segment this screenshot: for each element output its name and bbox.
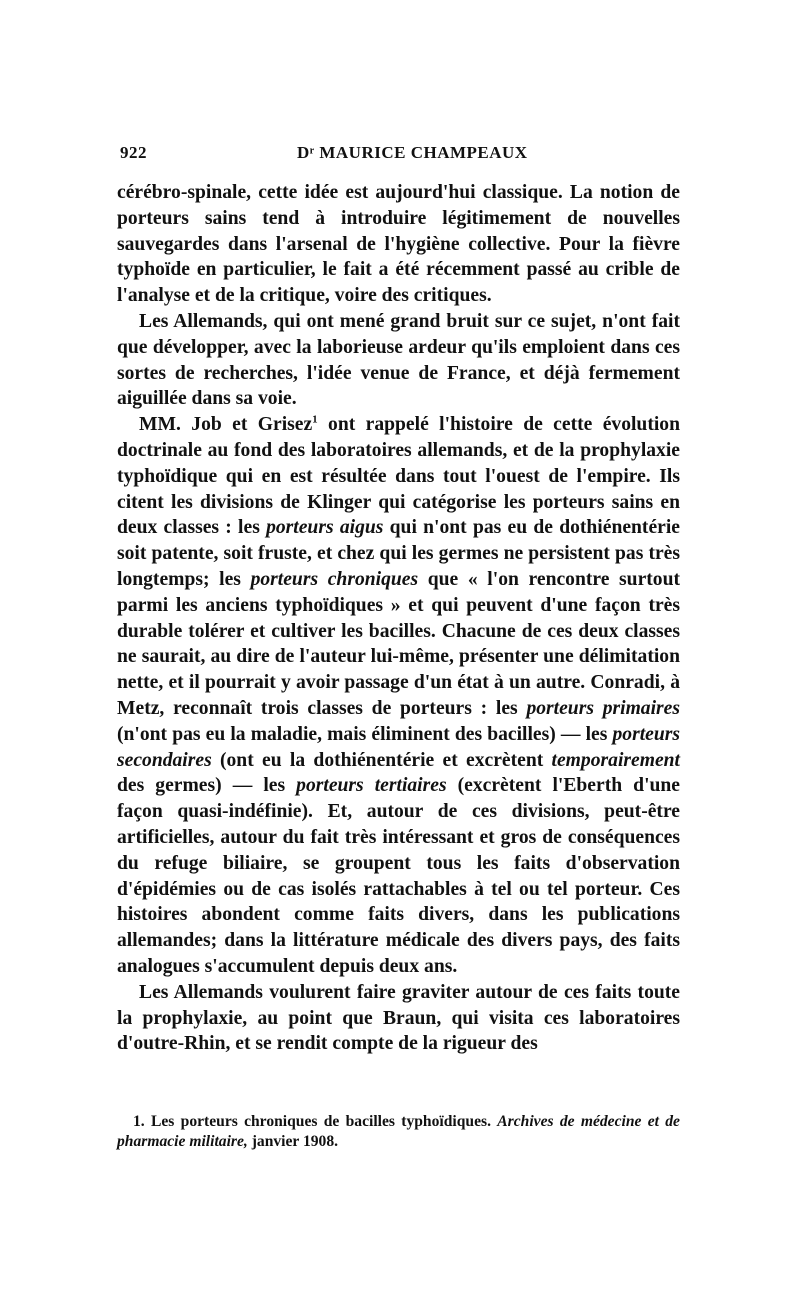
page-header [120,143,680,169]
text-span: cérébro-spinale, cette idée est aujourd'hui classique. La notion de porteurs sains tend à introduire légitimement de nouvelles sauvegardes dans l'arsenal de l'hygiène collective. Pour la fièvre typhoïde en particulier, le fait a été récemment passé au crible de l'analyse et de la critique, voire des critiques. [117,182,680,307]
text-span: Les Allemands voulurent faire graviter autour de ces faits toute la prophylaxie, au point que Braun, qui visita ces laboratoires d'outre-Rhin, et se rendit compte de la rigueur des [117,981,680,1055]
text-span: des germes) — les [117,775,297,797]
italic-span: temporairement [551,749,680,771]
paragraph [117,980,680,1057]
italic-span: porteurs secondaires [117,723,680,771]
italic-span: porteurs chroniques [250,568,419,590]
paragraph [117,180,680,309]
text-span: (excrètent l'Eberth d'une façon quasi-indéfinie). Et, autour de ces divisions, peut-être artificielles, autour du fait très intéressant et gros de conséquences du refuge biliaire, se groupent tous les faits d'observation d'épidémies ou de cas isolés rattachables à tel ou tel porteur. Ces histoires abondent comme faits divers, dans les publications allemandes; dans la littérature médicale des divers pays, des faits analogues s'accumulent depuis deux ans. [117,775,681,977]
footnote-marker: 1 [312,413,318,426]
text-span: qui n'ont pas eu de dothiénentérie soit patente, soit fruste, et chez qui les germes ne persistent pas très longtemps; les [117,517,680,590]
italic-span: porteurs primaires [526,697,680,719]
text-span: ont rappelé l'histoire de cette évolution doctrinale au fond des laboratoires allemands, et de la prophylaxie typhoïdique qui en est résultée dans tout l'ouest de l'empire. Ils citent les divisions de Klinger qui catégorise les porteurs sains en deux classes : les [117,414,680,539]
body-text [117,180,680,1057]
paragraph [117,309,680,412]
italic-span: Archives de médecine et de pharmacie militaire, [117,1113,680,1150]
paragraph [117,412,680,980]
italic-span: porteurs aigus [266,517,384,539]
text-span: MM. Job et Grisez [139,414,313,436]
footnote [117,1112,680,1152]
text-span: janvier 1908. [247,1133,339,1150]
italic-span: porteurs tertiaires [296,775,447,797]
text-span: Les Allemands, qui ont mené grand bruit sur ce sujet, n'ont fait que développer, avec la laborieuse ardeur qu'ils emploient dans ces sortes de recherches, l'idée venue de France, et déjà fermement aiguillée dans sa voie. [117,310,680,410]
page-number: 922 [120,143,147,162]
text-span: (ont eu la dothiénentérie et excrètent [211,749,552,771]
text-span: que « l'on rencontre surtout parmi les anciens typhoïdiques » et qui peuvent d'une façon très durable tolérer et cultiver les bacilles. Chacune de ces deux classes ne saurait, au dire de l'auteur lui-même, présenter une délimitation nette, et il pourrait y avoir passage d'un état à un autre. Conradi, à Metz, reconnaît trois classes de porteurs : les [117,568,681,719]
text-span: 1. Les porteurs chroniques de bacilles typhoïdiques. [133,1113,498,1130]
running-title: Dʳ MAURICE CHAMPEAUX [297,143,528,162]
text-span: (n'ont pas eu la maladie, mais éliminent des bacilles) — les [117,723,613,745]
